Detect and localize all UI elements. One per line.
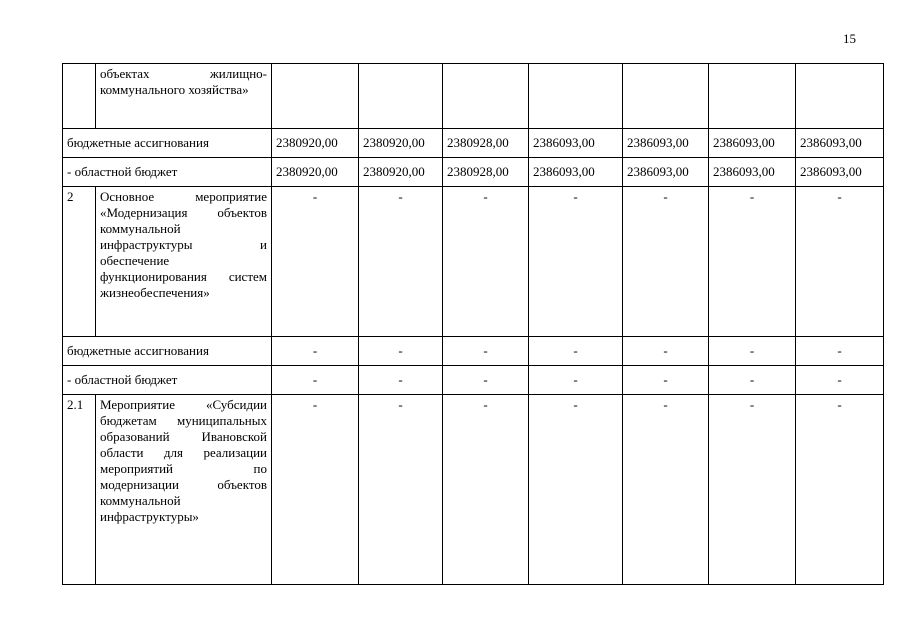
table-row xyxy=(63,129,884,158)
value-cell: - xyxy=(796,395,884,585)
value-cell: 2380928,00 xyxy=(443,158,529,187)
value-cell: 2386093,00 xyxy=(796,129,884,158)
value-cell: - xyxy=(272,337,359,366)
value-cell: - xyxy=(623,337,709,366)
value-cell: - xyxy=(529,395,623,585)
row-label-cell: - областной бюджет xyxy=(63,158,272,187)
table-row xyxy=(63,158,884,187)
value-cell: 2380920,00 xyxy=(359,129,443,158)
value-cell xyxy=(623,64,709,129)
table-row xyxy=(63,337,884,366)
value-cell: - xyxy=(272,395,359,585)
value-cell: - xyxy=(796,337,884,366)
value-cell: - xyxy=(359,395,443,585)
value-cell: 2386093,00 xyxy=(623,158,709,187)
table-row xyxy=(63,187,884,337)
value-cell: - xyxy=(443,395,529,585)
value-cell: 2380920,00 xyxy=(359,158,443,187)
value-cell: - xyxy=(529,366,623,395)
value-cell: - xyxy=(443,366,529,395)
value-cell: - xyxy=(709,366,796,395)
row-name-cell: Основное мероприятие «Модернизация объектов коммунальной инфраструктуры и обеспечение функционирования систем жизнеобеспечения» xyxy=(96,187,272,337)
value-cell xyxy=(796,64,884,129)
value-cell: 2386093,00 xyxy=(529,158,623,187)
value-cell xyxy=(443,64,529,129)
value-cell: - xyxy=(359,187,443,337)
value-cell: 2386093,00 xyxy=(709,158,796,187)
row-index-cell xyxy=(63,64,96,129)
row-label-cell: - областной бюджет xyxy=(63,366,272,395)
row-index-cell: 2.1 xyxy=(63,395,96,585)
value-cell xyxy=(529,64,623,129)
value-cell: - xyxy=(796,366,884,395)
value-cell: - xyxy=(623,395,709,585)
value-cell: 2380920,00 xyxy=(272,129,359,158)
value-cell: - xyxy=(359,366,443,395)
value-cell: 2386093,00 xyxy=(623,129,709,158)
row-label-cell: бюджетные ассигнования xyxy=(63,129,272,158)
value-cell: - xyxy=(709,187,796,337)
value-cell xyxy=(359,64,443,129)
row-name-cell: объектах жилищно-коммунального хозяйства» xyxy=(96,64,272,129)
value-cell: 2386093,00 xyxy=(529,129,623,158)
value-cell: 2386093,00 xyxy=(709,129,796,158)
value-cell: - xyxy=(443,187,529,337)
value-cell: - xyxy=(529,187,623,337)
value-cell: 2386093,00 xyxy=(796,158,884,187)
value-cell: - xyxy=(529,337,623,366)
value-cell: - xyxy=(709,337,796,366)
page-number: 15 xyxy=(843,31,856,46)
value-cell: - xyxy=(623,366,709,395)
table-row xyxy=(63,64,884,129)
value-cell: 2380928,00 xyxy=(443,129,529,158)
value-cell: - xyxy=(359,337,443,366)
value-cell: - xyxy=(709,395,796,585)
row-name-cell: Мероприятие «Субсидии бюджетам муниципальных образований Ивановской области для реализации мероприятий по модернизации объектов коммунальной инфраструктуры» xyxy=(96,395,272,585)
value-cell: - xyxy=(623,187,709,337)
row-label-cell: бюджетные ассигнования xyxy=(63,337,272,366)
value-cell: - xyxy=(796,187,884,337)
table-row xyxy=(63,366,884,395)
table-row xyxy=(63,395,884,585)
budget-table xyxy=(62,63,884,585)
value-cell: - xyxy=(272,187,359,337)
row-index-cell: 2 xyxy=(63,187,96,337)
value-cell xyxy=(709,64,796,129)
value-cell xyxy=(272,64,359,129)
value-cell: - xyxy=(272,366,359,395)
value-cell: 2380920,00 xyxy=(272,158,359,187)
value-cell: - xyxy=(443,337,529,366)
